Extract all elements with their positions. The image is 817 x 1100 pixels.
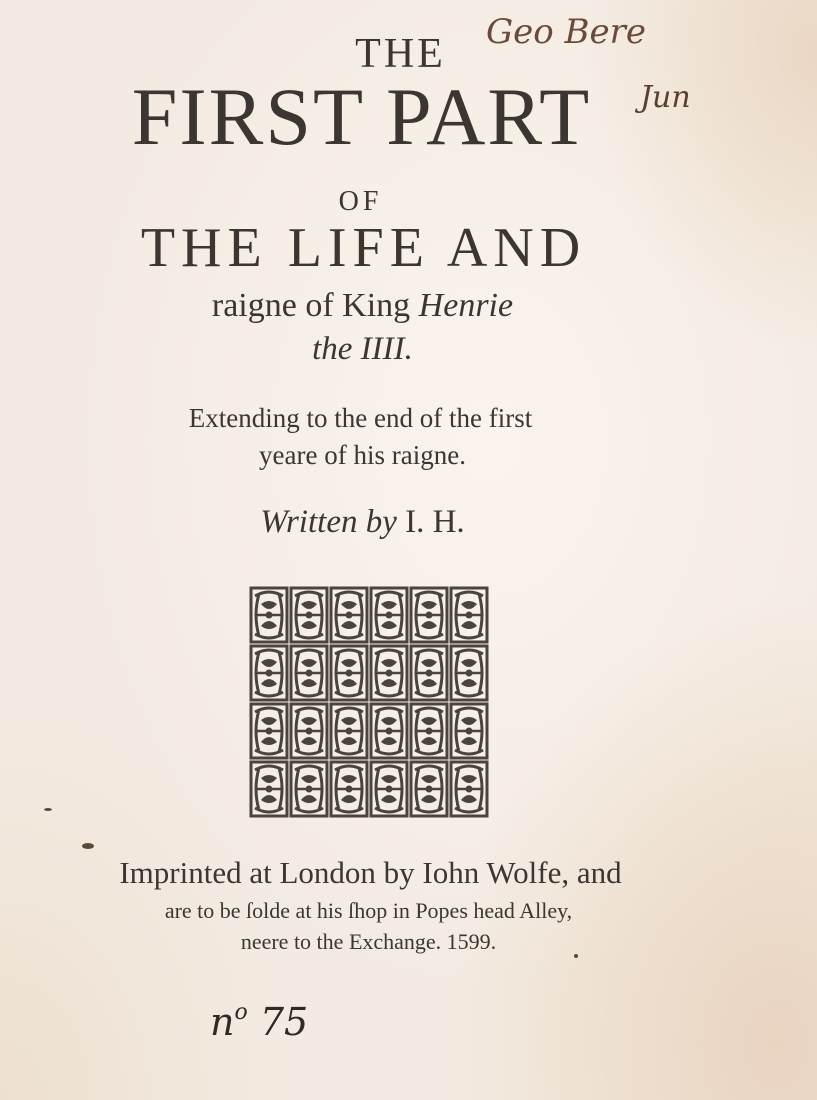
title-the: THE <box>355 31 446 77</box>
subtitle-line-2: yeare of his raigne. <box>259 440 466 470</box>
imprint-line-1: Imprinted at London by Iohn Wolfe, and <box>119 855 622 890</box>
shelfmark-number: 75 <box>259 1000 309 1044</box>
ink-speck <box>82 843 94 849</box>
imprint-line-2: are to be ſolde at his ſhop in Popes head Alley, <box>164 898 573 923</box>
title-life-and: THE LIFE AND <box>140 217 587 279</box>
shelfmark-superscript: o <box>234 1000 248 1025</box>
title-raigne-roman: raigne of King <box>211 287 419 324</box>
imprint-line-3: neere to the Exchange. 1599. <box>240 929 497 954</box>
title-henrie: Henrie <box>418 287 514 324</box>
shelfmark-prefix: n <box>210 1000 235 1044</box>
ink-speck <box>574 954 578 958</box>
manuscript-signature-suffix: Jun <box>640 80 691 115</box>
author-initials: I. H. <box>396 504 465 540</box>
author-line <box>0 504 771 541</box>
printers-ornament-icon <box>248 586 490 818</box>
manuscript-signature: Geo Bere <box>486 12 647 52</box>
title-raigne-line <box>0 287 771 325</box>
title-of: OF <box>338 186 383 217</box>
subtitle-line-1: Extending to the end of the first <box>188 403 533 433</box>
title-first-part: FIRST PART <box>131 71 592 162</box>
written-by: Written by <box>260 504 397 540</box>
title-the-iiii: the IIII. <box>312 331 413 367</box>
ink-speck <box>44 808 52 811</box>
manuscript-shelfmark <box>210 1000 308 1044</box>
